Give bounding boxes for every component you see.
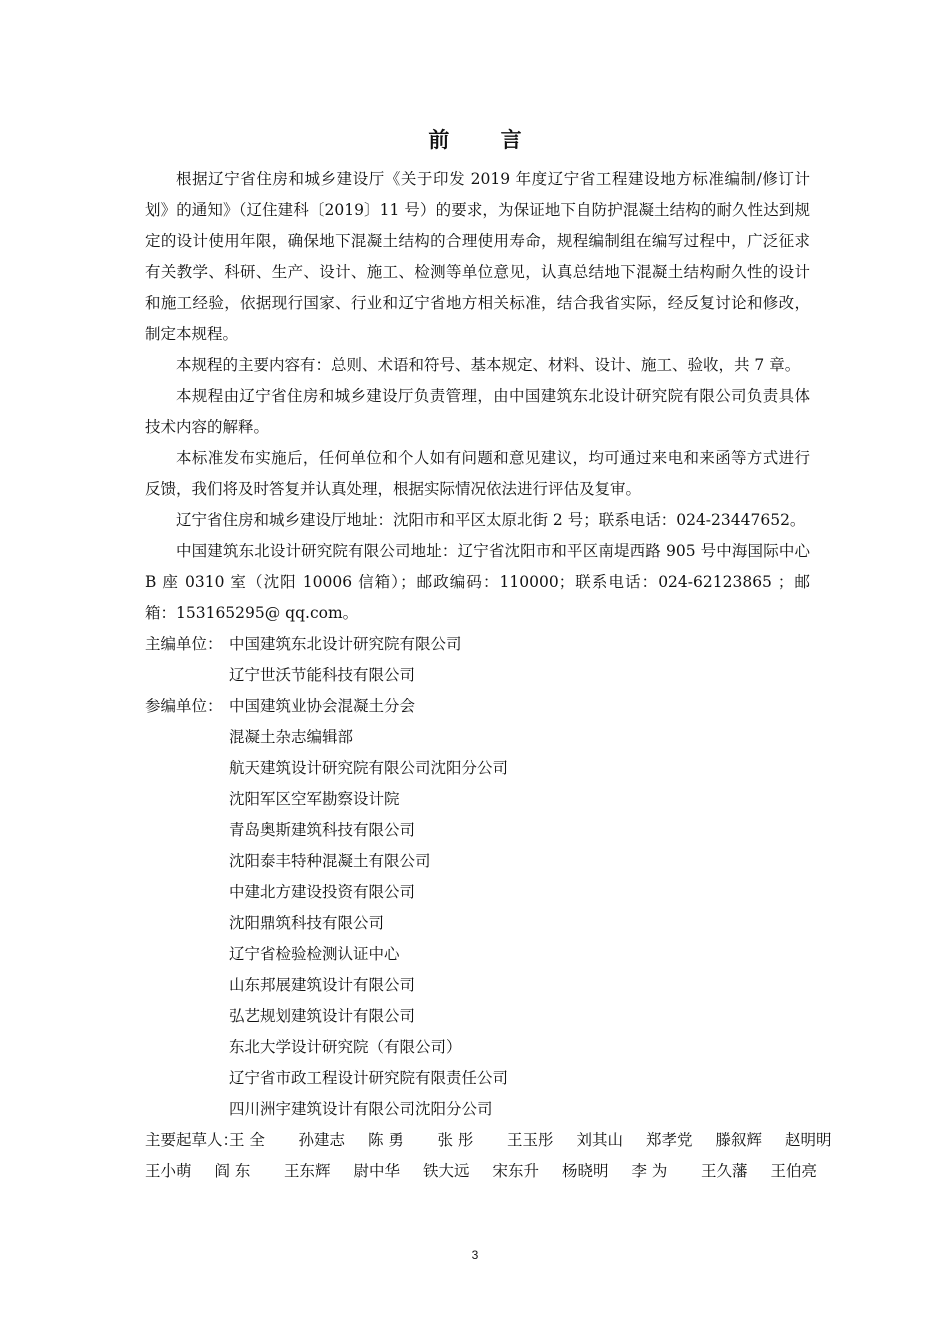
unit-row — [145, 939, 810, 970]
paragraph-management: 本规程由辽宁省住房和城乡建设厅负责管理，由中国建筑东北设计研究院有限公司负责具体技术内容的解释。 — [145, 387, 810, 436]
page-title: 前 言 — [428, 127, 544, 152]
drafter-name: 李 为 — [631, 1162, 668, 1180]
participating-units-label: 参编单位： — [145, 697, 223, 715]
unit-name: 辽宁省检验检测认证中心 — [229, 945, 400, 963]
unit-row — [145, 1032, 810, 1063]
drafters-list — [145, 1156, 840, 1187]
drafter-name: 郑孝党 — [646, 1131, 693, 1149]
unit-name: 混凝土杂志编辑部 — [229, 728, 354, 746]
drafters-list — [229, 1125, 855, 1156]
unit-row — [145, 753, 810, 784]
drafters-label: 主要起草人： — [145, 1131, 239, 1149]
unit-row — [145, 691, 810, 722]
paragraph-feedback: 本标准发布实施后，任何单位和个人如有问题和意见建议，均可通过来电和来函等方式进行反馈，我们将及时答复并认真处理，根据实际情况依法进行评估及复审。 — [145, 449, 810, 498]
unit-name: 东北大学设计研究院（有限公司） — [229, 1038, 462, 1056]
unit-row — [145, 908, 810, 939]
drafter-name: 王小萌 — [145, 1162, 192, 1180]
drafter-name: 王 全 — [229, 1131, 265, 1149]
unit-name: 中国建筑东北设计研究院有限公司 — [229, 635, 462, 653]
drafter-name: 铁大远 — [423, 1162, 470, 1180]
unit-row — [145, 1001, 810, 1032]
unit-name: 四川洲宇建筑设计有限公司沈阳分公司 — [229, 1100, 493, 1118]
drafter-name: 王东辉 — [284, 1162, 331, 1180]
unit-row — [145, 722, 810, 753]
drafter-name: 张 彤 — [437, 1131, 474, 1149]
paragraph-contents: 本规程的主要内容有：总则、术语和符号、基本规定、材料、设计、施工、验收，共 7 章。 — [176, 356, 801, 374]
unit-name: 辽宁省市政工程设计研究院有限责任公司 — [229, 1069, 509, 1087]
drafter-name: 刘其山 — [576, 1131, 624, 1149]
unit-name: 沈阳鼎筑科技有限公司 — [229, 914, 385, 932]
drafter-name: 滕叙辉 — [715, 1131, 763, 1149]
drafters-line-1 — [145, 1125, 832, 1156]
paragraph-basis: 根据辽宁省住房和城乡建设厅《关于印发 2019 年度辽宁省工程建设地方标准编制/修订计划》的通知》（辽住建科〔2019〕11 号）的要求，为保证地下自防护混凝土结构的耐久性达到规定的设计使用年限，确保地下混凝土结构的合理使用寿命，规程编制组在编写过程中，广泛征求有关教学、科研、生产、设计、施工、检测等单位意见，认真总结地下混凝土结构耐久性的设计和施工经验，依据现行国家、行业和辽宁省地方相关标准，结合我省实际，经反复讨论和修改，制定本规程。 — [145, 170, 810, 343]
paragraph-dept-address: 辽宁省住房和城乡建设厅地址：沈阳市和平区太原北街 2 号；联系电话：024-23447652。 — [176, 511, 806, 529]
drafter-name: 赵明明 — [785, 1131, 832, 1149]
unit-row — [145, 970, 810, 1001]
unit-row — [145, 846, 810, 877]
unit-row — [145, 784, 810, 815]
unit-name: 青岛奥斯建筑科技有限公司 — [229, 821, 416, 839]
preface-body — [145, 164, 832, 1187]
drafter-name: 王久藩 — [701, 1162, 748, 1180]
unit-name: 中建北方建设投资有限公司 — [229, 883, 416, 901]
unit-name: 航天建筑设计研究院有限公司沈阳分公司 — [229, 759, 509, 777]
chief-units-section — [145, 629, 810, 691]
unit-row — [145, 815, 810, 846]
unit-name: 中国建筑业协会混凝土分会 — [229, 697, 416, 715]
drafter-name: 阎 东 — [214, 1162, 251, 1180]
unit-name: 弘艺规划建筑设计有限公司 — [229, 1007, 416, 1025]
unit-row — [145, 1094, 810, 1125]
drafter-name: 杨晓明 — [562, 1162, 609, 1180]
unit-name: 沈阳泰丰特种混凝土有限公司 — [229, 852, 431, 870]
drafters-line-2 — [145, 1156, 818, 1187]
unit-name: 山东邦展建筑设计有限公司 — [229, 976, 416, 994]
unit-row — [145, 877, 810, 908]
chief-units-label: 主编单位： — [145, 635, 223, 653]
paragraph-institute-address: 中国建筑东北设计研究院有限公司地址：辽宁省沈阳市和平区南堤西路 905 号中海国际中心 B 座 0310 室（沈阳 10006 信箱）；邮政编码：110000；联系电话：024-62123865 ；邮箱：153165295@ qq.com。 — [145, 542, 810, 622]
page-number: 3 — [471, 1248, 479, 1262]
drafter-name: 尉中华 — [353, 1162, 401, 1180]
drafter-name: 王玉彤 — [507, 1131, 554, 1149]
participating-units-section — [145, 691, 810, 1125]
unit-row — [145, 629, 810, 660]
unit-name: 沈阳军区空军勘察设计院 — [229, 790, 400, 808]
drafter-name: 孙建志 — [298, 1131, 346, 1149]
drafter-name: 王伯亮 — [770, 1162, 818, 1180]
drafter-name: 宋东升 — [492, 1162, 540, 1180]
drafter-name: 陈 勇 — [368, 1131, 404, 1149]
unit-row — [145, 1063, 810, 1094]
unit-row — [145, 660, 810, 691]
unit-name: 辽宁世沃节能科技有限公司 — [229, 666, 416, 684]
